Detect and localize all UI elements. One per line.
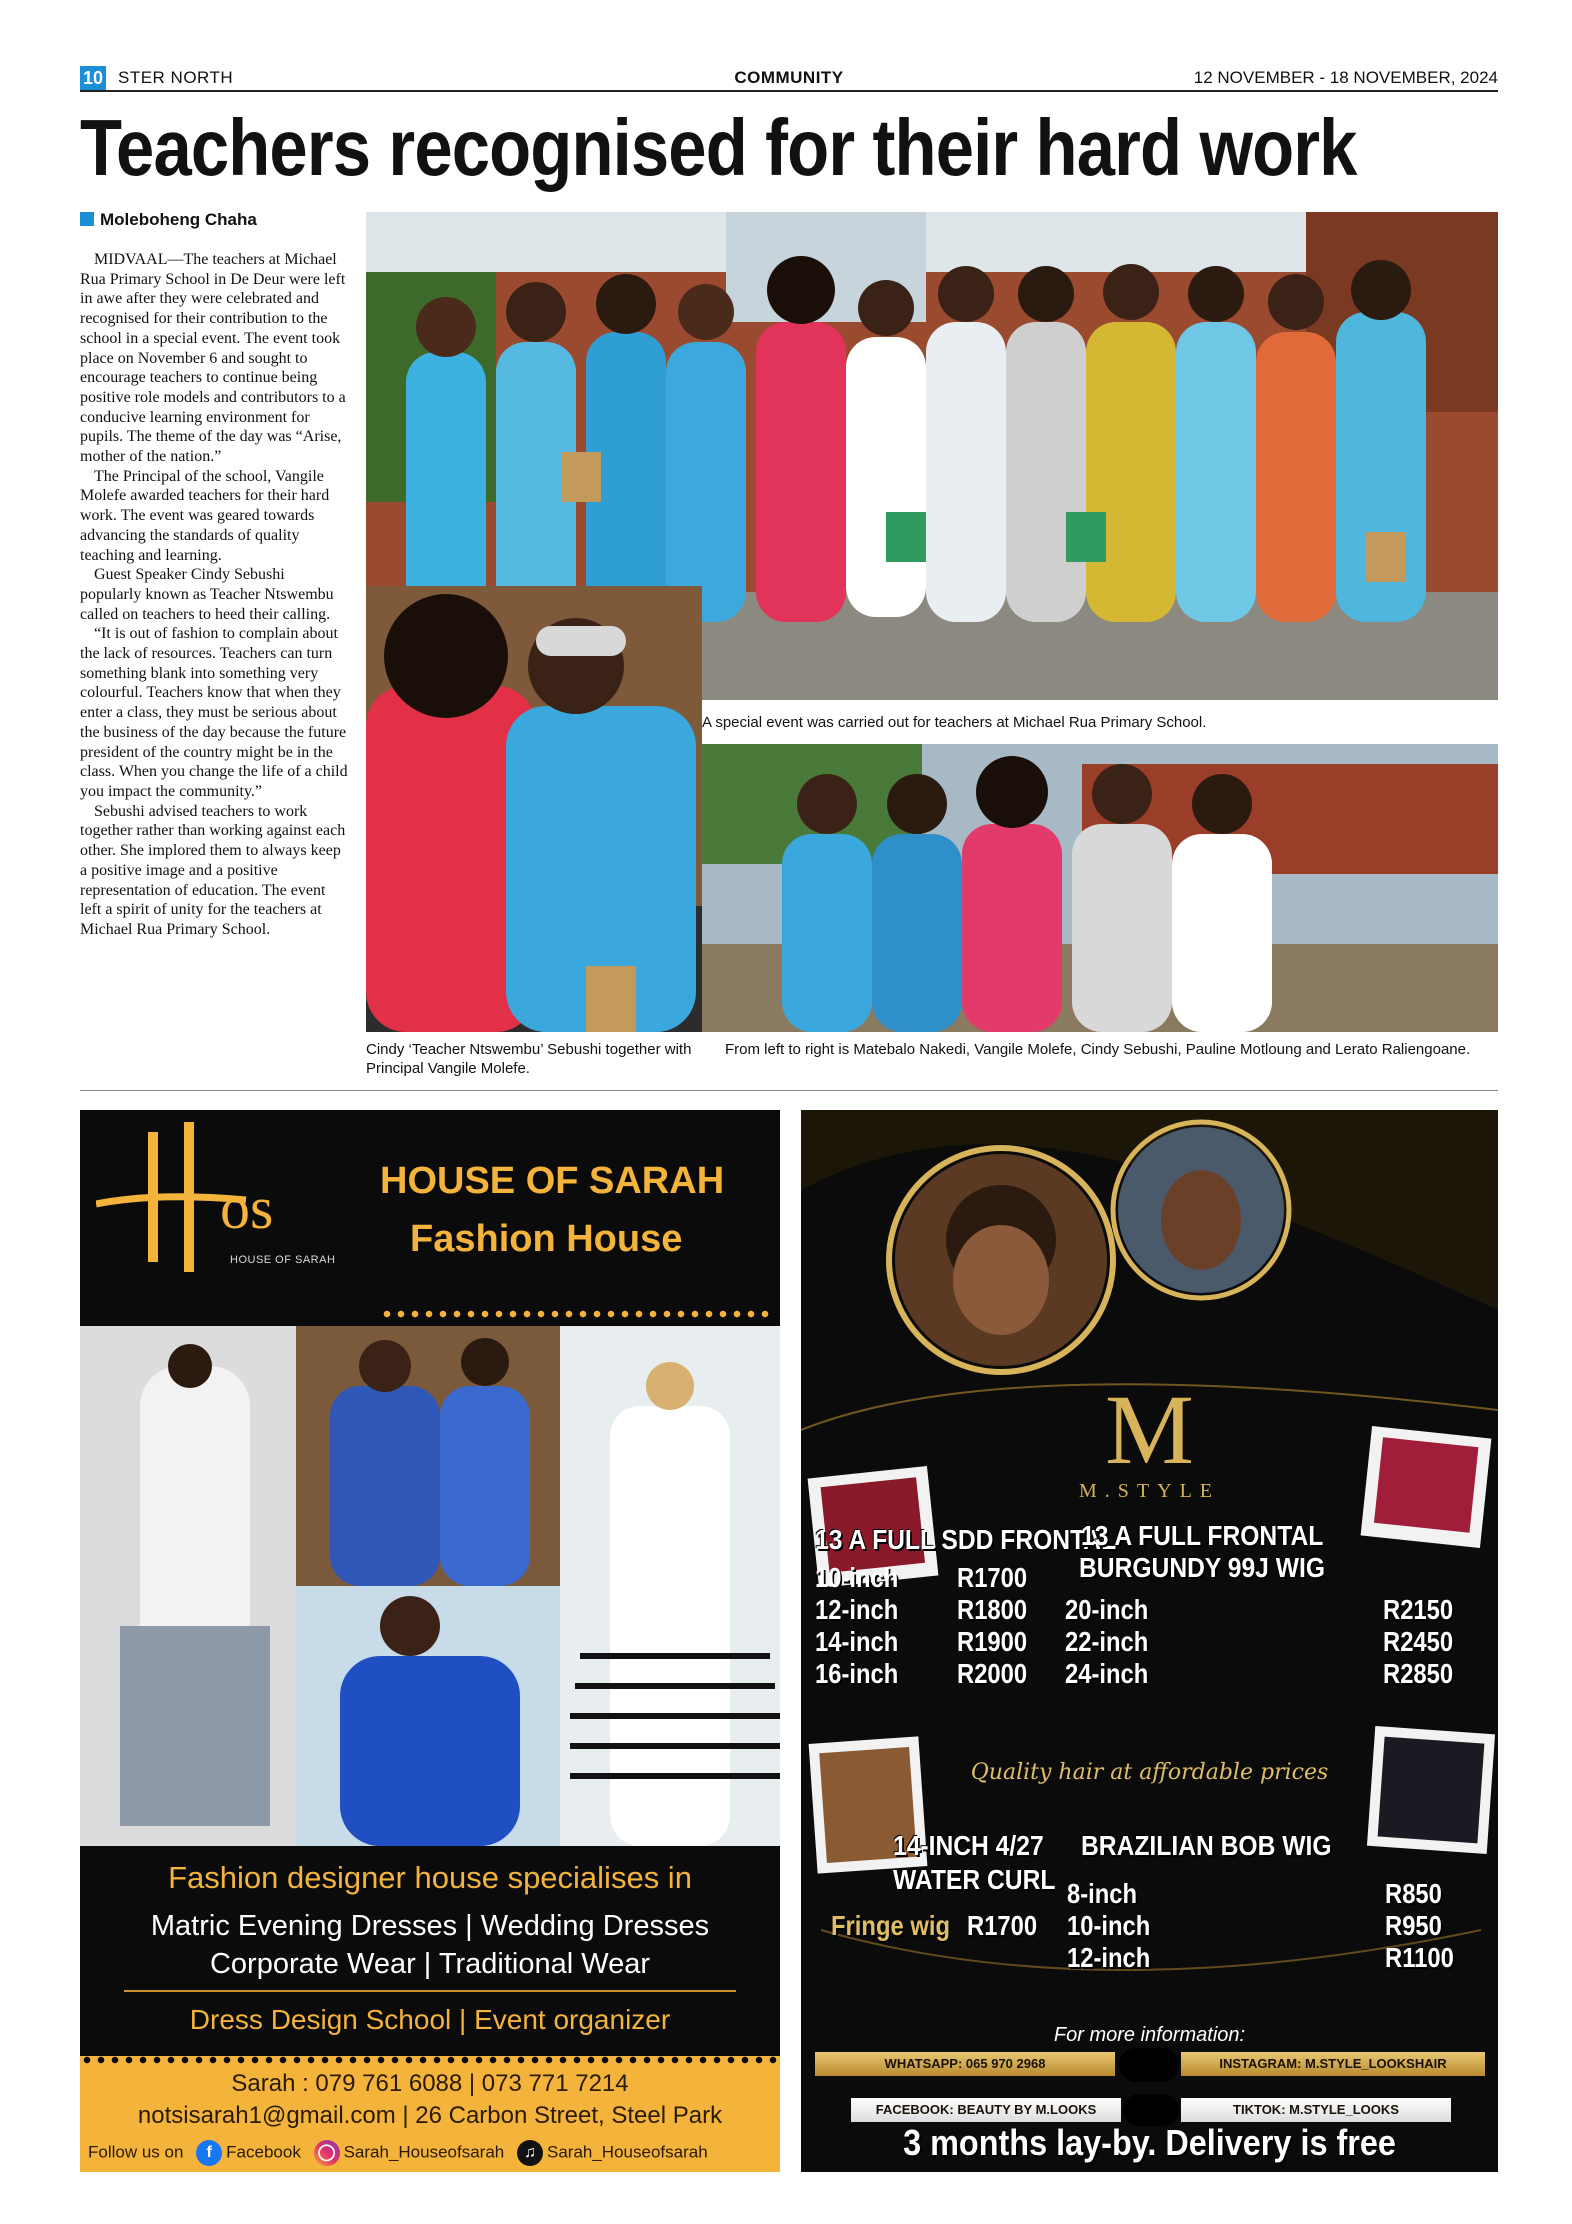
ad-title: HOUSE OF SARAH [380, 1160, 725, 1202]
product2-name: BURGUNDY 99J WIG [1079, 1552, 1326, 1583]
brand-letter: M [1105, 1374, 1194, 1485]
byline-marker [80, 212, 94, 226]
section-name: COMMUNITY [734, 68, 844, 87]
page-number: 10 [80, 66, 106, 90]
product4-price: R950 [1385, 1910, 1442, 1941]
facebook-strip: FACEBOOK: BEAUTY BY M.LOOKS [851, 2098, 1121, 2122]
facebook-handle: Facebook [226, 2142, 301, 2162]
whatsapp-strip: WHATSAPP: 065 970 2968 [815, 2052, 1115, 2076]
follow-label: Follow us on [88, 2142, 184, 2162]
product4-price: R1100 [1385, 1942, 1454, 1973]
instagram-icon: ◯ [314, 2140, 340, 2166]
article-paragraph: Guest Speaker Cindy Sebushi popularly known as Teacher Ntswembu called on teachers to heed their calling. [80, 566, 334, 623]
house-of-sarah-ad [80, 1110, 780, 2172]
school-line: Dress Design School | Event organizer [189, 2004, 671, 2035]
product4-name: BRAZILIAN BOB WIG [1081, 1830, 1332, 1861]
layby-banner: 3 months lay-by. Delivery is free [903, 2122, 1396, 2163]
tiktok-strip: TIKTOK: M.STYLE_LOOKS [1181, 2098, 1451, 2122]
logo-text: os [220, 1175, 274, 1241]
paper-name: STER NORTH [118, 68, 234, 87]
product2-price: R2450 [1383, 1626, 1454, 1657]
social-row [88, 2140, 778, 2166]
quality-tagline: Quality hair at affordable prices [970, 1760, 1329, 1785]
product1-size: 12-inch [815, 1594, 899, 1625]
product4-price: R850 [1385, 1878, 1442, 1909]
product2-size: 20-inch [1065, 1594, 1149, 1625]
instagram-handle: Sarah_Houseofsarah [343, 2142, 505, 2162]
fashion-photo-collage [80, 1326, 780, 1846]
product2-price: R2150 [1383, 1594, 1454, 1625]
article-paragraph: MIDVAAL—The teachers at Michael Rua Primary School in De Deur were left in awe after they were celebrated and recognised for their contribution to the school in a special event. The event took place on November 6 and sought to encourage teachers to continue being positive role models and contributors to a conducive learning environment for pupils. The theme of the day was “Arise, mother of the nation.” [80, 251, 346, 466]
brand-name: M.STYLE [1079, 1480, 1220, 1502]
contact-dot-border [80, 2056, 780, 2064]
email-address: notsisarah1@gmail.com | 26 Carbon Street, Steel Park [137, 2102, 723, 2129]
product1-price: R1800 [957, 1594, 1028, 1625]
product2-size: 24-inch [1065, 1658, 1149, 1689]
instagram-strip: INSTAGRAM: M.STYLE_LOOKSHAIR [1181, 2052, 1485, 2076]
product4-size: 12-inch [1067, 1942, 1151, 1973]
mstyle-ad [801, 1110, 1498, 2172]
headline: Teachers recognised for their hard work [80, 103, 1357, 192]
page-header [80, 66, 1498, 92]
product1-name: 13 A FULL SDD FRONTAL [815, 1524, 1117, 1555]
tiktok-handle: Sarah_Houseofsarah [546, 2142, 708, 2162]
product2-size: 22-inch [1065, 1626, 1149, 1657]
phone-numbers: Sarah : 079 761 6088 | 073 771 7214 [231, 2070, 629, 2097]
product3-price: R1700 [967, 1910, 1038, 1941]
product1-size: 14-inch [815, 1626, 899, 1657]
product1-price: R1700 [957, 1562, 1028, 1593]
product3-name: 14-INCH 4/27 [893, 1830, 1044, 1861]
issue-date: 12 NOVEMBER - 18 NOVEMBER, 2024 [1193, 68, 1498, 87]
byline-author: Moleboheng Chaha [100, 210, 257, 229]
gold-dot-border [380, 1310, 770, 1318]
more-info-label: For more information: [1053, 2024, 1246, 2046]
product2-name: 13 A FULL FRONTAL [1081, 1520, 1324, 1551]
byline [80, 210, 257, 230]
product1-size: 16-inch [815, 1658, 899, 1689]
ad-subtitle: Fashion House [410, 1218, 683, 1260]
tiktok-icon: ♫ [517, 2140, 543, 2166]
services-line-2: Corporate Wear | Traditional Wear [209, 1948, 651, 1980]
product1-price: R2000 [957, 1658, 1028, 1689]
contact-band [80, 2056, 780, 2172]
product1-price: R1900 [957, 1626, 1028, 1657]
section-divider [80, 1090, 1498, 1091]
product3-name: WATER CURL [893, 1864, 1056, 1895]
product2-price: R2850 [1383, 1658, 1454, 1689]
group-photo-caption: A special event was carried out for teachers at Michael Rua Primary School. [702, 714, 1207, 731]
article-paragraph: The Principal of the school, Vangile Molefe awarded teachers for their hard work. The event was geared towards advancing the standards of quality teaching and learning. [80, 467, 330, 564]
article-body [80, 250, 348, 940]
strip-knot-icon [1119, 2048, 1179, 2082]
five-people-photo [702, 744, 1498, 1032]
product4-size: 10-inch [1067, 1910, 1151, 1941]
product4-size: 8-inch [1067, 1878, 1138, 1909]
article-paragraph: “It is out of fashion to complain about the lack of resources. Teachers can turn something blank into something very colourful. Teachers know that when they enter a class, they must be serious about the business of the day because the future president of the country might be in the class. When you change the life of a child you impact the community.” [80, 625, 348, 800]
pair-photo [366, 586, 702, 1032]
product1-size: 10-inch [815, 1562, 899, 1593]
services-line-1: Matric Evening Dresses | Wedding Dresses [150, 1910, 710, 1942]
logo-tagline: HOUSE OF SARAH [230, 1254, 336, 1266]
facebook-icon: f [196, 2140, 222, 2166]
specialises-heading: Fashion designer house specialises in [168, 1860, 692, 1895]
product3-variant: Fringe wig [831, 1910, 950, 1941]
gold-rule [124, 1990, 736, 1992]
five-people-photo-caption: From left to right is Matebalo Nakedi, Vangile Molefe, Cindy Sebushi, Pauline Motloung and Lerato Raliengoane. [725, 1041, 1471, 1058]
article-paragraph: Sebushi advised teachers to work together rather than working against each other. She implored them to always keep a positive image and a positive representation of education. The event left a spirit of unity for the teachers at Michael Rua Primary School. [80, 802, 346, 938]
pair-photo-caption: Cindy ‘Teacher Ntswembu’ Sebushi together with Principal Vangile Molefe. [366, 1041, 692, 1077]
